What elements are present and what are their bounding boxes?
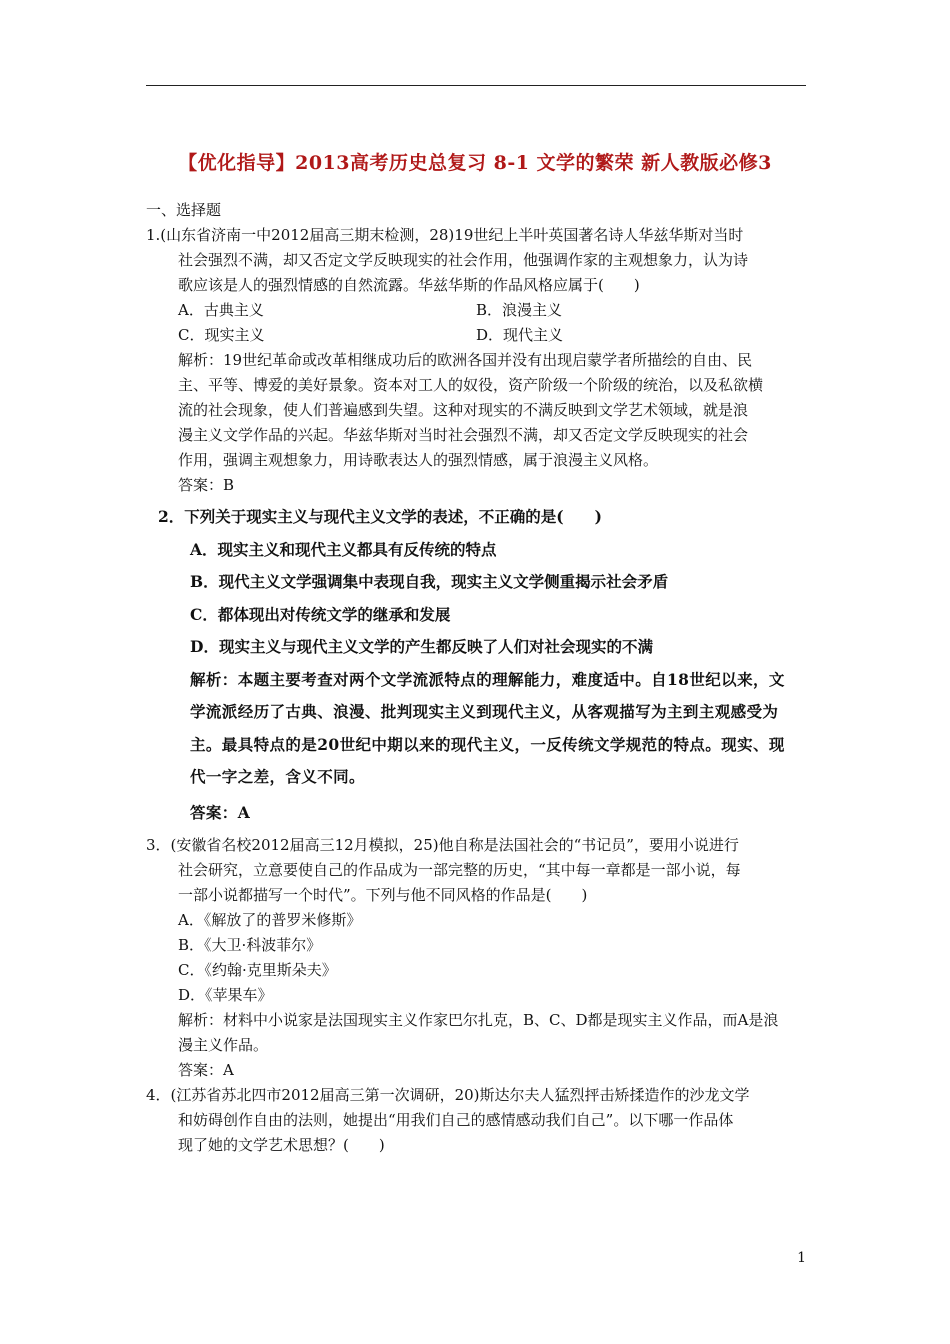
question-3-analysis-line: 解析：材料中小说家是法国现实主义作家巴尔扎克，B、C、D都是现实主义作品，而A是浪 [178, 1011, 779, 1029]
question-1-analysis-line: 主、平等、博爱的美好景象。资本对工人的奴役，资产阶级一个阶级的统治，以及私欲横 [178, 376, 764, 394]
question-1-answer: 答案：B [178, 476, 235, 494]
question-3-option-d: D．《苹果车》 [178, 986, 273, 1004]
question-2-analysis-line: 解析：本题主要考查对两个文学流派特点的理解能力，难度适中。自18世纪以来，文 [190, 669, 785, 689]
question-1-option-b: B．浪漫主义 [476, 301, 563, 319]
question-1-option-row [146, 298, 811, 323]
question-2-option-c: C．都体现出对传统文学的继承和发展 [190, 604, 451, 624]
question-2-option-b: B．现代主义文学强调集中表现自我，现实主义文学侧重揭示社会矛盾 [190, 572, 669, 591]
question-3-option-c: C．《约翰·克里斯朵夫》 [178, 961, 337, 979]
question-1-stem-line: 歌应该是人的强烈情感的自然流露。华兹华斯的作品风格应属于( ) [178, 276, 640, 294]
section-heading: 一、选择题 [146, 201, 222, 219]
question-1-analysis-line: 流的社会现象，使人们普遍感到失望。这种对现实的不满反映到文学艺术领域，就是浪 [178, 401, 749, 419]
question-3-answer: 答案：A [178, 1061, 234, 1079]
question-2-option-a: A．现实主义和现代主义都具有反传统的特点 [190, 539, 497, 559]
page-number: 1 [797, 1250, 806, 1266]
question-2-analysis-line: 主。最具特点的是20世纪中期以来的现代主义，一反传统文学规范的特点。现实、现 [190, 734, 785, 754]
question-4-stem-line: 和妨碍创作自由的法则，她提出“用我们自己的感情感动我们自己”。以下哪一作品体 [178, 1111, 734, 1129]
document-title: 【优化指导】2013高考历史总复习 8-1 文学的繁荣 新人教版必修3 [178, 152, 772, 174]
question-1-stem-line: 1.(山东省济南一中2012届高三期末检测，28)19世纪上半叶英国著名诗人华兹华斯对当时 [146, 226, 744, 244]
header-rule [146, 85, 806, 86]
question-2-stem: 2．下列关于现实主义与现代主义文学的表述，不正确的是( ) [158, 507, 602, 526]
question-2-option-d: D．现实主义与现代主义文学的产生都反映了人们对社会现实的不满 [190, 637, 653, 656]
question-4-stem-line: 4．(江苏省苏北四市2012届高三第一次调研，20)斯达尔夫人猛烈抨击矫揉造作的沙龙文学 [146, 1086, 750, 1104]
question-1-analysis-line: 解析：19世纪革命或改革相继成功后的欧洲各国并没有出现启蒙学者所描绘的自由、民 [178, 351, 753, 369]
question-2-answer: 答案：A [190, 802, 251, 822]
question-3-stem-line: 社会研究，立意要使自己的作品成为一部完整的历史，“其中每一章都是一部小说，每 [178, 861, 741, 879]
question-1-option-row [146, 323, 811, 348]
question-2 [146, 501, 811, 829]
question-1-option-c: C．现实主义 [178, 326, 265, 344]
question-3-option-b: B．《大卫·科波菲尔》 [178, 936, 322, 954]
question-3-option-a: A．《解放了的普罗米修斯》 [178, 911, 362, 929]
question-3 [146, 833, 811, 1083]
question-4-stem-line: 现了她的文学艺术思想？( ) [178, 1136, 385, 1154]
question-2-analysis-line: 学流派经历了古典、浪漫、批判现实主义到现代主义，从客观描写为主到主观感受为 [190, 702, 779, 721]
question-4 [146, 1083, 811, 1158]
question-1 [146, 223, 811, 498]
question-3-analysis-line: 漫主义作品。 [178, 1036, 269, 1054]
question-3-stem-line: 3．(安徽省名校2012届高三12月模拟，25)他自称是法国社会的“书记员”，要用小说进行 [146, 836, 739, 854]
question-2-analysis-line: 代一字之差，含义不同。 [190, 767, 365, 786]
question-3-stem-line: 一部小说都描写一个时代”。下列与他不同风格的作品是( ) [178, 886, 588, 904]
document-body [146, 198, 811, 1158]
question-1-option-a: A．古典主义 [178, 301, 264, 319]
question-1-analysis-line: 作用，强调主观想象力，用诗歌表达人的强烈情感，属于浪漫主义风格。 [178, 451, 659, 469]
question-1-stem-line: 社会强烈不满，却又否定文学反映现实的社会作用，他强调作家的主观想象力，认为诗 [178, 251, 749, 269]
question-1-option-d: D．现代主义 [476, 326, 564, 344]
question-1-analysis-line: 漫主义文学作品的兴起。华兹华斯对当时社会强烈不满，却又否定文学反映现实的社会 [178, 426, 749, 444]
